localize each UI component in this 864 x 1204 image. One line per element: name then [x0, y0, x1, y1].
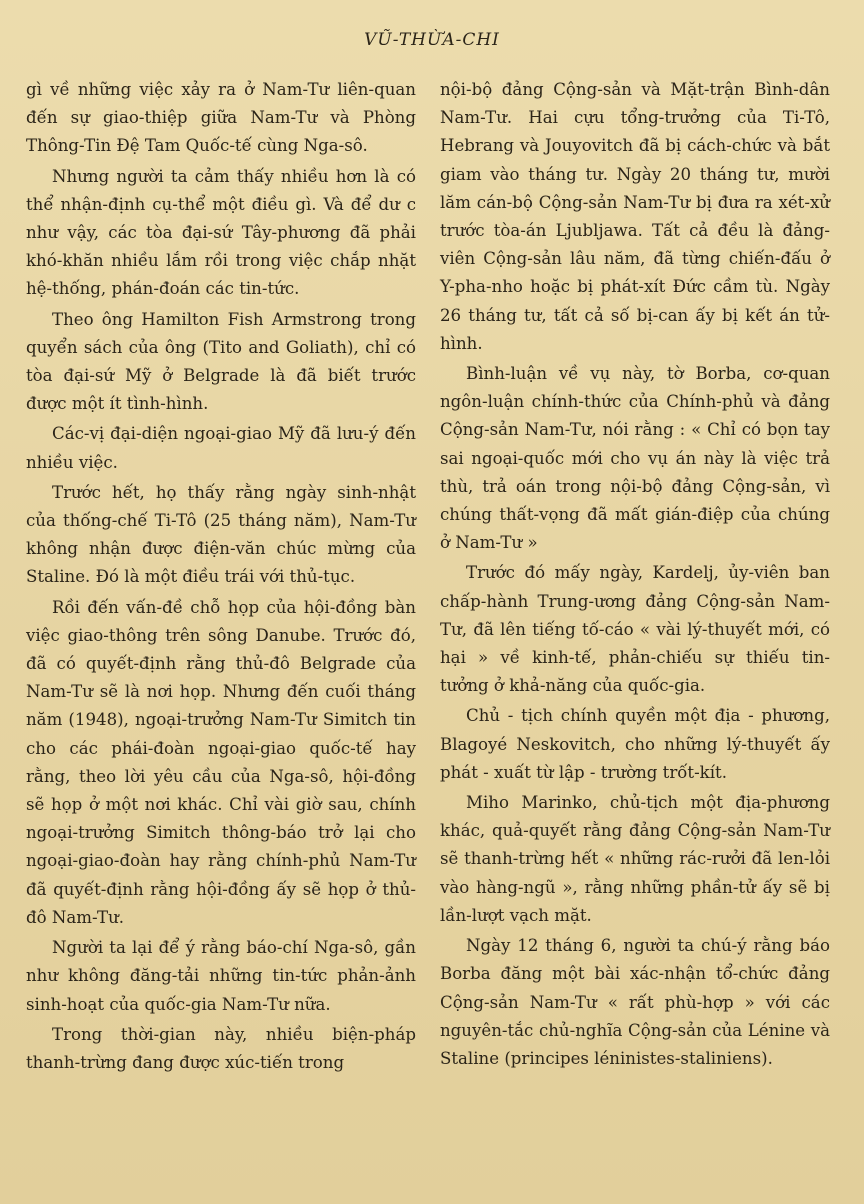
paragraph: Người ta lại để ý rằng báo-chí Nga-sô, gần như không đăng-tải những tin-tức phản-ảnh sinh-hoạt của quốc-gia Nam-Tư nữa. — [26, 938, 416, 1014]
paragraph: Trong thời-gian này, nhiều biện-pháp thanh-trừng đang được xúc-tiến trong — [26, 1024, 416, 1072]
paragraph: Theo ông Hamilton Fish Armstrong trong quyển sách của ông (Tito and Goliath), chỉ có tòa đại-sứ Mỹ ở Belgrade là đã biết trước được một ít tình-hình. — [26, 309, 416, 414]
paragraph: Chủ - tịch chính quyền một địa - phương, Blagoyé Neskovitch, cho những lý-thuyết ấy phát - xuất từ lập - trường trốt-kít. — [440, 706, 830, 782]
paragraph: Miho Marinko, chủ-tịch một địa-phương khác, quả-quyết rằng đảng Cộng-sản Nam-Tư sẽ thanh-trừng hết « những rác-rưởi đã len-lỏi vào hàng-ngũ », rằng những phần-tử ấy sẽ bị lần-lượt vạch mặt. — [440, 793, 830, 925]
paragraph: Nhưng người ta cảm thấy nhiều hơn là có thể nhận-định cụ-thể một điều gì. Và để dư c như vậy, các tòa đại-sứ Tây-phương đã phải khó-khăn nhiều lắm rồi trong việc chắp nhặt hệ-thống, phán-đoán các tin-tức. — [26, 166, 416, 299]
paragraph: gì về những việc xảy ra ở Nam-Tư liên-quan đến sự giao-thiệp giữa Nam-Tư và Phòng Thông-Tin Đệ Tam Quốc-tế cùng Nga-sô. — [26, 80, 416, 156]
paragraph: Các-vị đại-diện ngoại-giao Mỹ đã lưu-ý đến nhiều việc. — [26, 424, 416, 472]
paragraph: Trước đó mấy ngày, Kardelj, ủy-viên ban chấp-hành Trung-ương đảng Cộng-sản Nam-Tư, đã lên tiếng tố-cáo « vài lý-thuyết mới, có hại » về kinh-tế, phản-chiếu sự thiếu tin-tưởng ở khả-năng của quốc-gia. — [440, 563, 830, 696]
running-header: VŨ-THỪA-CHI — [364, 30, 500, 50]
paragraph: Ngày 12 tháng 6, người ta chú-ý rằng báo Borba đăng một bài xác-nhận tổ-chức đảng Cộng-sản Nam-Tư « rất phù-hợp » với các nguyên-tắc chủ-nghĩa Cộng-sản của Lénine và Staline (principes léninistes-staliniens). — [440, 936, 830, 1068]
paragraph: Trước hết, họ thấy rằng ngày sinh-nhật của thống-chế Ti-Tô (25 tháng năm), Nam-Tư không nhận được điện-văn chúc mừng của Staline. Đó là một điều trái với thủ-tục. — [26, 482, 416, 587]
paragraph: Bình-luận về vụ này, tờ Borba, cơ-quan ngôn-luận chính-thức của Chính-phủ và đảng Cộng-sản Nam-Tư, nói rằng : « Chỉ có bọn tay sai ngoại-quốc mới cho vụ án này là việc trả thù, trả oán trong nội-bộ đảng Cộng-sản, vì chúng thất-vọng đã mất gián-điệp của chúng ở Nam-Tư » — [440, 364, 830, 553]
left-column — [26, 76, 416, 1079]
paragraph: Rồi đến vấn-đề chỗ họp của hội-đồng bàn việc giao-thông trên sông Danube. Trước đó, đã có quyết-định rằng thủ-đô Belgrade của Nam-Tư sẽ là nơi họp. Nhưng đến cuối tháng năm (1948), ngoại-trưởng Nam-Tư Simitch tin cho các phái-đoàn ngoại-giao quốc-tế hay rằng, theo lời yêu cầu của Nga-sô, hội-đồng sẽ họp ở một nơi khác. Chỉ vài giờ sau, chính ngoại-trưởng Simitch thông-báo trở lại cho ngoại-giao-đoàn hay rằng chính-phủ Nam-Tư đã quyết-định rằng hội-đồng ấy sẽ họp ở thủ-đô Nam-Tư. — [26, 597, 416, 927]
right-column — [440, 76, 830, 1075]
paragraph: nội-bộ đảng Cộng-sản và Mặt-trận Bình-dân Nam-Tư. Hai cựu tổng-trưởng của Ti-Tô, Hebrang và Jouyovitch đã bị cách-chức và bắt giam vào tháng tư. Ngày 20 tháng tư, mười lăm cán-bộ Cộng-sản Nam-Tư bị đưa ra xét-xử trước tòa-án Ljubljawa. Tất cả đều là đảng-viên Cộng-sản lâu năm, đã từng chiến-đấu ở Y-pha-nho hoặc bị phát-xít Đức cầm tù. Ngày 26 tháng tư, tất cả số bị-can ấy bị kết án tử-hình. — [440, 80, 830, 353]
